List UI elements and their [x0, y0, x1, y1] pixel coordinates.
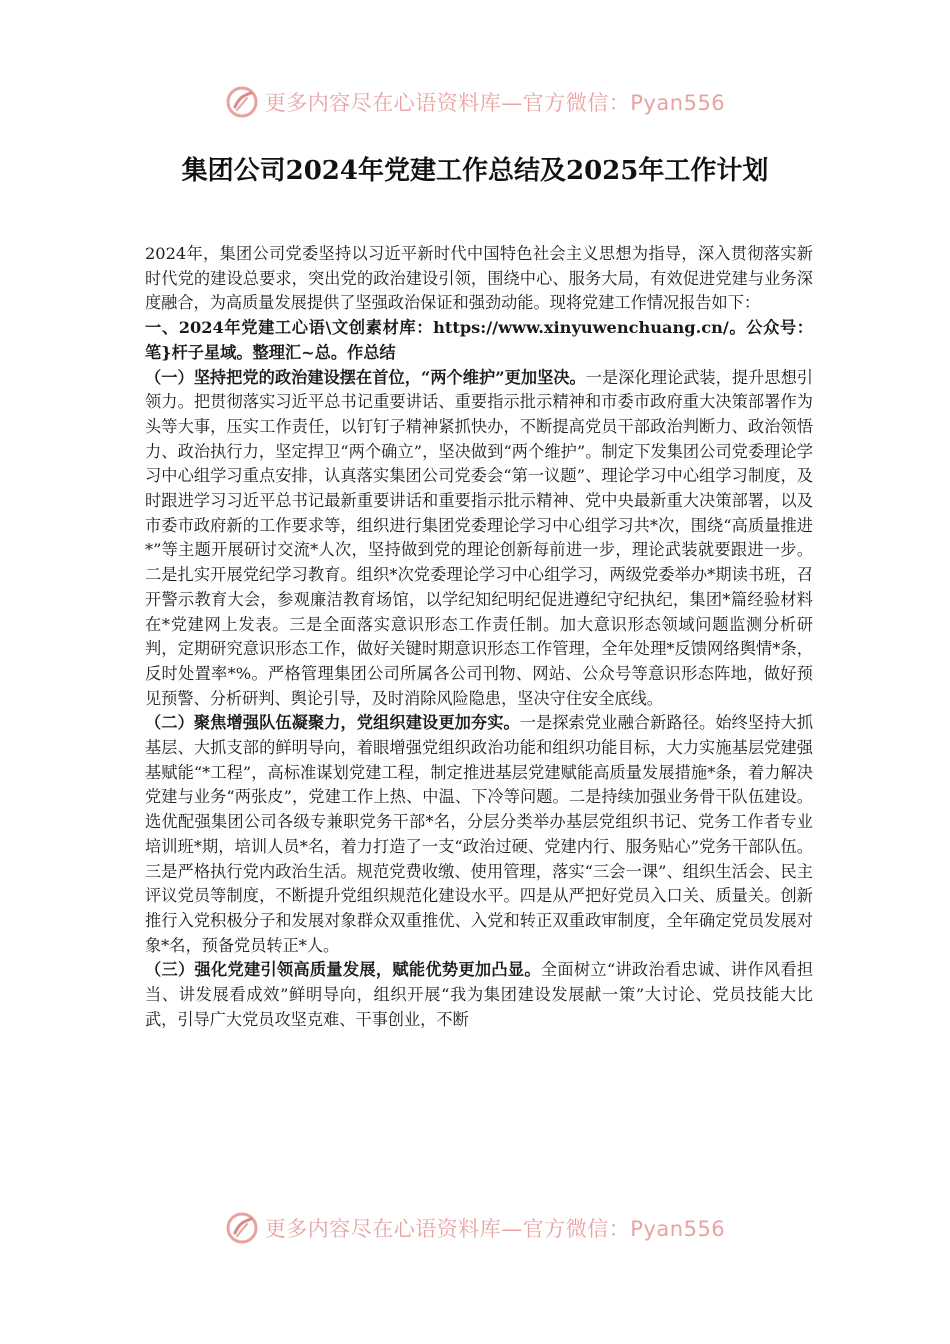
document-title: 集团公司2024年党建工作总结及2025年工作计划	[181, 156, 769, 186]
watermark-banner-top	[0, 82, 950, 122]
paragraph-3-body: 全面树立“讲政治看忠诚、讲作风看担当、讲发展看成效”鲜明导向，组织开展“我为集团建设发展献一策”大讨论、党员技能大比武，引导广大党员攻坚克难、干事创业，不断	[145, 960, 814, 1029]
paragraph-2-heading: （二）聚焦增强队伍凝聚力，党组织建设更加夯实。	[145, 713, 520, 733]
watermark-banner-bottom	[0, 1208, 950, 1248]
document-body	[145, 242, 813, 1033]
paragraph-1-heading: （一）坚持把党的政治建设摆在首位，“两个维护”更加坚决。	[145, 367, 586, 387]
paragraph-3-heading: （三）强化党建引领高质量发展，赋能优势更加凸显。	[145, 960, 541, 980]
paragraph-3	[145, 958, 813, 1032]
paragraph-2	[145, 711, 813, 958]
watermark-text: 更多内容尽在心语资料库—官方微信：Pyan556	[264, 1217, 726, 1241]
section-heading: 一、2024年党建工心语\文创素材库：https://www.xinyuwenchuang.cn/。公众号：笔}杆子星域。整理汇~总。作总结	[145, 318, 813, 362]
intro-paragraph: 2024年，集团公司党委坚持以习近平新时代中国特色社会主义思想为指导，深入贯彻落实新时代党的建设总要求，突出党的政治建设引领，围绕中心、服务大局，有效促进党建与业务深度融合，为高质量发展提供了坚强政治保证和强劲动能。现将党建工作情况报告如下：	[145, 244, 813, 313]
paragraph-2-body: 一是探索党业融合新路径。始终坚持大抓基层、大抓支部的鲜明导向，着眼增强党组织政治功能和组织功能目标，大力实施基层党建强基赋能“*工程”，高标准谋划党建工程，制定推进基层党建赋能高质量发展措施*条，着力解决党建与业务“两张皮”，党建工作上热、中温、下冷等问题。二是持续加强业务骨干队伍建设。选优配强集团公司各级专兼职党务干部*名，分层分类举办基层党组织书记、党务工作者专业培训班*期，培训人员*名，着力打造了一支“政治过硬、党建内行、服务贴心”党务干部队伍。三是严格执行党内政治生活。规范党费收缴、使用管理，落实“三会一课”、组织生活会、民主评议党员等制度，不断提升党组织规范化建设水平。四是从严把好党员入口关、质量关。创新推行入党积极分子和发展对象群众双重推优、入党和转正双重政审制度，全年确定党员发展对象*名，预备党员转正*人。	[145, 713, 814, 955]
watermark-text: 更多内容尽在心语资料库—官方微信：Pyan556	[264, 91, 726, 115]
paragraph-1	[145, 366, 813, 712]
paragraph-1-body: 一是深化理论武装，提升思想引领力。把贯彻落实习近平总书记重要讲话、重要指示批示精神和市委市政府重大决策部署作为头等大事，压实工作责任，以钉钉子精神紧抓快办，不断提高党员干部政治判断力、政治领悟力、政治执行力，坚定捍卫“两个确立”，坚决做到“两个维护”。制定下发集团公司党委理论学习中心组学习重点安排，认真落实集团公司党委会“第一议题”、理论学习中心组学习制度，及时跟进学习习近平总书记最新重要讲话和重要指示批示精神、党中央最新重大决策部署，以及市委市政府新的工作要求等，组织进行集团党委理论学习中心组学习共*次，围绕“高质量推进*”等主题开展研讨交流*人次，坚持做到党的理论创新每前进一步，理论武装就要跟进一步。二是扎实开展党纪学习教育。组织*次党委理论学习中心组学习，两级党委举办*期读书班，召开警示教育大会，参观廉洁教育场馆，以学纪知纪明纪促进遵纪守纪执纪，集团*篇经验材料在*党建网上发表。三是全面落实意识形态工作责任制。加大意识形态领域问题监测分析研判，定期研究意识形态工作，做好关键时期意识形态工作管理，全年处理*反馈网络舆情*条，反时处置率*%。严格管理集团公司所属各公司刊物、网站、公众号等意识形态阵地，做好预见预警、分析研判、舆论引导，及时消除风险隐患，坚决守住安全底线。	[145, 367, 813, 708]
logo-icon	[225, 1211, 259, 1245]
logo-icon	[225, 85, 259, 119]
